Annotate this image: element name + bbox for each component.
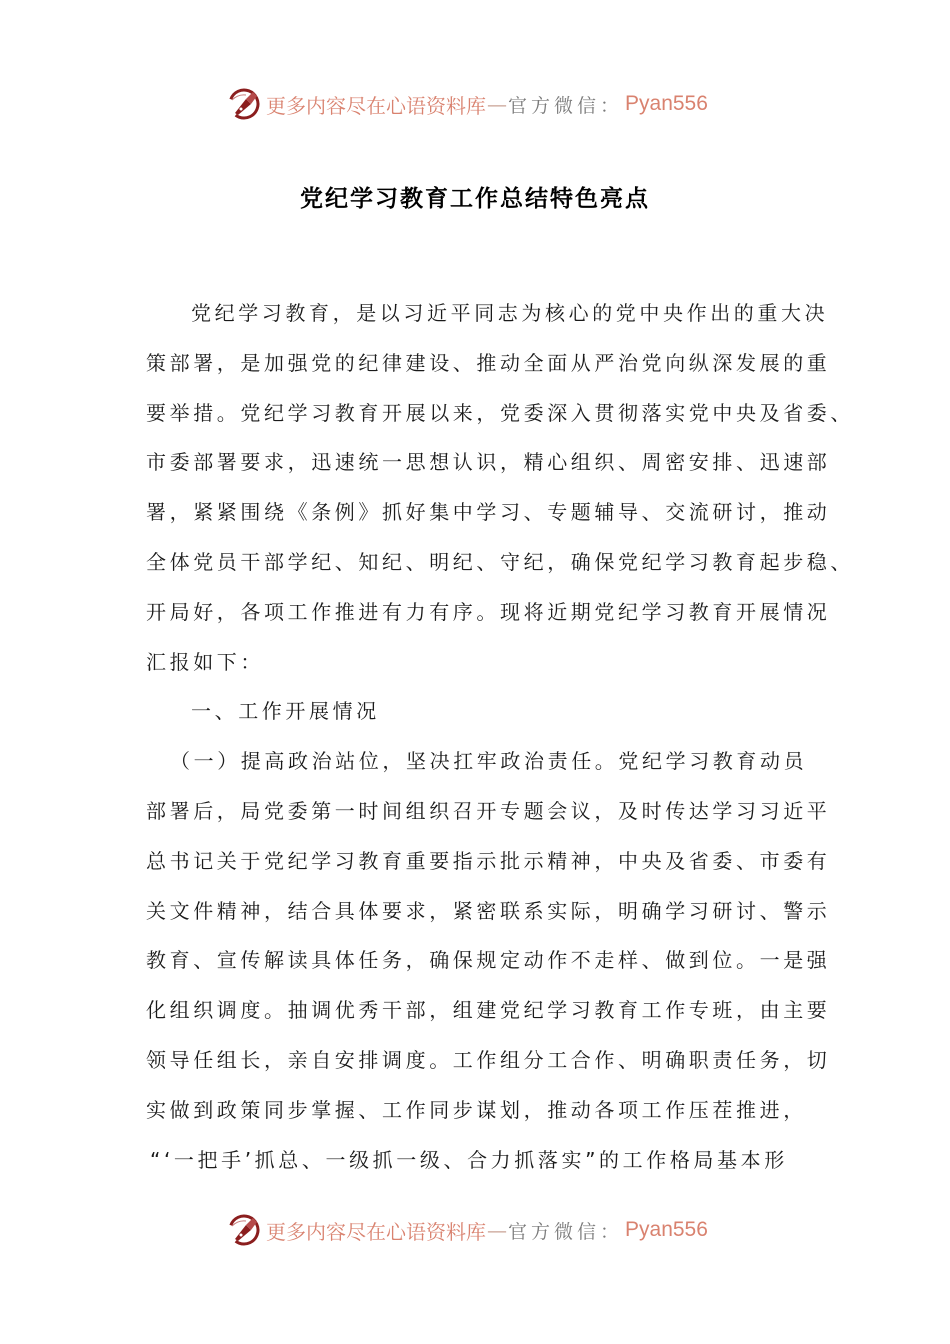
wechat-label: 官方微信：: [508, 1220, 624, 1243]
section-heading: 一、工作开展情况: [191, 699, 380, 724]
body-line: 领导任组长，亲自安排调度。工作组分工合作、明确职责任务，切: [146, 1047, 831, 1072]
separator-dash: —: [487, 1218, 507, 1242]
header-banner: [226, 84, 708, 124]
body-line: 教育、宣传解读具体任务，确保规定动作不走样、做到位。一是强: [146, 948, 831, 973]
promo-text: 更多内容尽在心语资料库: [266, 1219, 486, 1244]
body-line: 部署后，局党委第一时间组织召开专题会议，及时传达学习习近平: [146, 798, 831, 823]
body-line: 关文件精神，结合具体要求，紧密联系实际，明确学习研讨、警示: [146, 898, 831, 923]
promo-text: 更多内容尽在心语资料库: [266, 93, 486, 118]
separator-dash: —: [487, 92, 507, 116]
body-line: 化组织调度。抽调优秀干部，组建党纪学习教育工作专班，由主要: [146, 998, 831, 1023]
body-line: “‘一把手’抓总、一级抓一级、合力抓落实”的工作格局基本形: [150, 1147, 788, 1172]
body-line: 总书记关于党纪学习教育重要指示批示精神，中央及省委、市委有: [146, 848, 831, 873]
document-body: [146, 293, 854, 1189]
wechat-label: 官方微信：: [508, 94, 624, 117]
body-line: 汇报如下：: [146, 649, 264, 674]
body-line: 实做到政策同步掌握、工作同步谋划，推动各项工作压茬推进，: [146, 1097, 807, 1122]
wechat-id: Pyan556: [625, 1218, 708, 1241]
document-title: 党纪学习教育工作总结特色亮点: [300, 186, 650, 212]
pen-nib-logo-icon: [226, 1212, 262, 1248]
body-line: 全体党员干部学纪、知纪、明纪、守纪，确保党纪学习教育起步稳、: [146, 549, 854, 574]
body-line: 党纪学习教育，是以习近平同志为核心的党中央作出的重大决: [191, 301, 829, 325]
wechat-id: Pyan556: [625, 92, 708, 115]
body-line: 策部署，是加强党的纪律建设、推动全面从严治党向纵深发展的重: [146, 350, 831, 375]
body-line: 开局好，各项工作推进有力有序。现将近期党纪学习教育开展情况: [146, 599, 831, 624]
footer-banner: [226, 1210, 708, 1250]
subsection-line: （一）提高政治站位，坚决扛牢政治责任。党纪学习教育动员: [170, 749, 808, 774]
body-line: 署，紧紧围绕《条例》抓好集中学习、专题辅导、交流研讨，推动: [146, 500, 831, 525]
body-line: 市委部署要求，迅速统一思想认识，精心组织、周密安排、迅速部: [146, 450, 831, 475]
body-line: 要举措。党纪学习教育开展以来，党委深入贯彻落实党中央及省委、: [146, 400, 854, 425]
pen-nib-logo-icon: [226, 86, 262, 122]
